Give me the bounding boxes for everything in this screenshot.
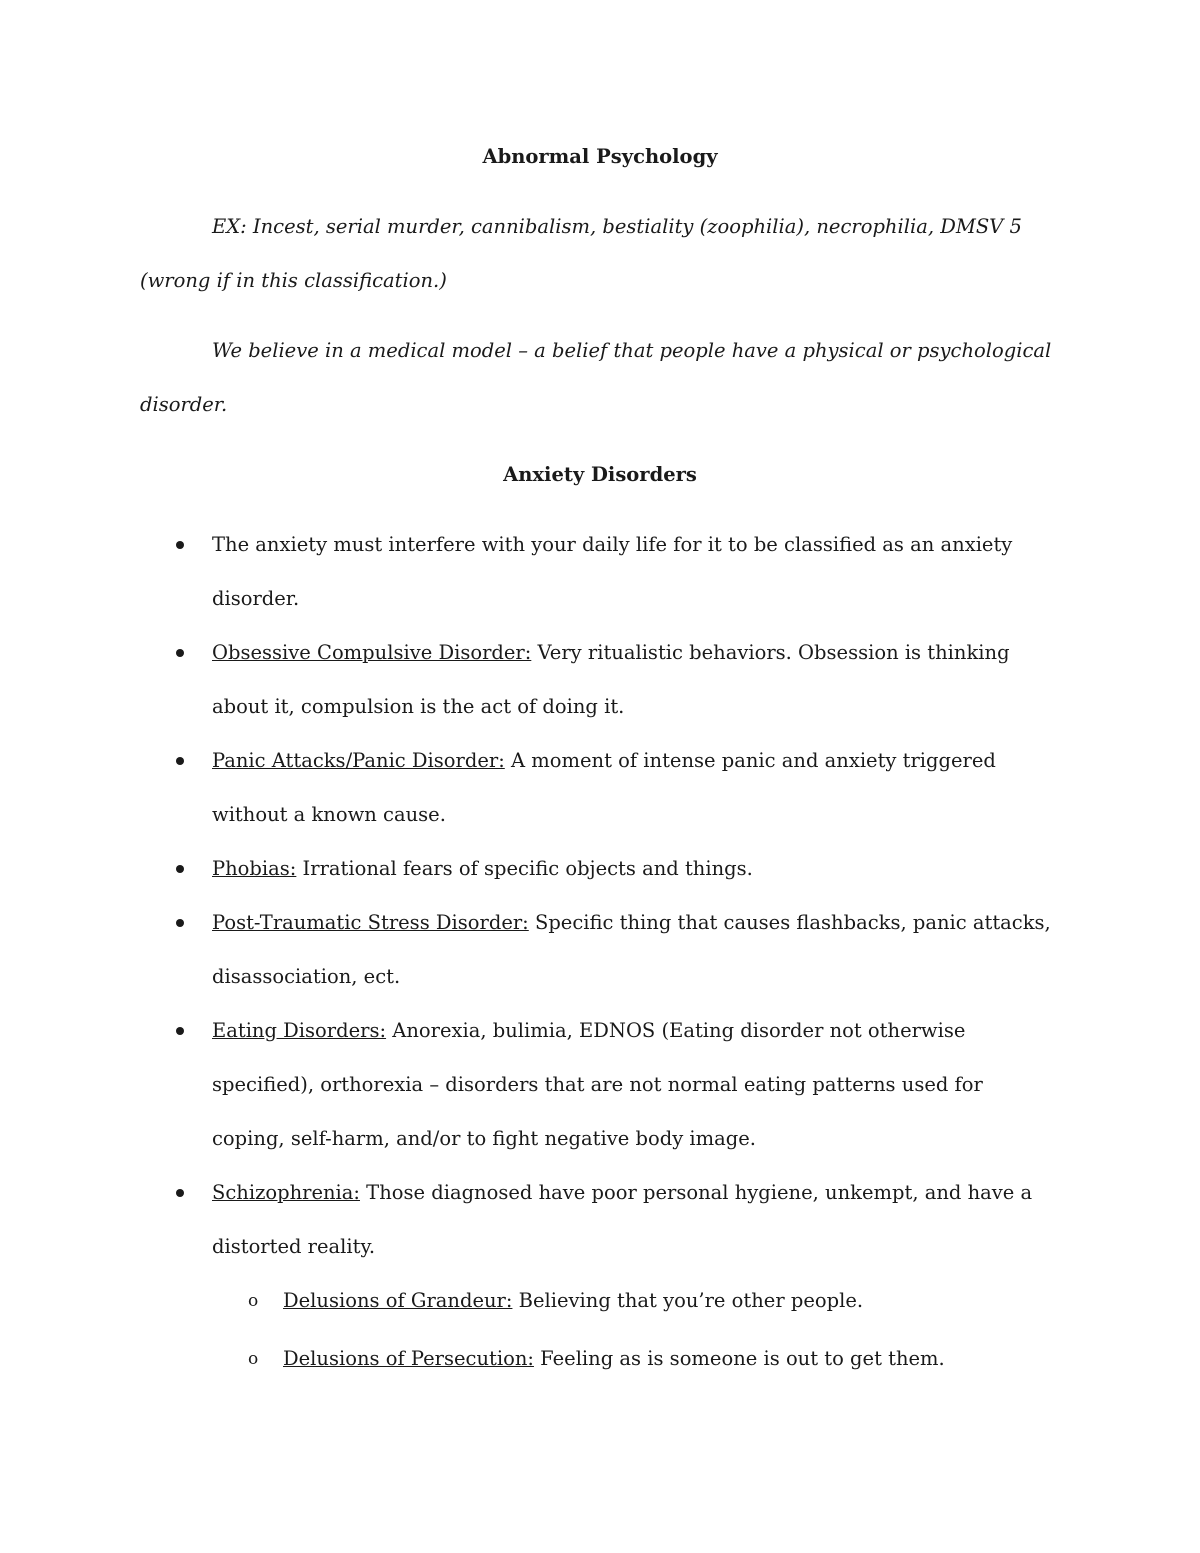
bullet-dot-icon bbox=[176, 757, 184, 765]
list-item bbox=[140, 896, 1060, 1004]
bullet-dot-icon bbox=[176, 541, 184, 549]
bullet-text: A moment of intense panic and anxiety triggered without a known cause. bbox=[212, 749, 996, 826]
list-item bbox=[140, 842, 1060, 896]
bullet-dot-icon bbox=[176, 1189, 184, 1197]
document-title: Abnormal Psychology bbox=[482, 145, 718, 168]
term-label: Post-Traumatic Stress Disorder: bbox=[212, 911, 529, 934]
hollow-bullet-icon: o bbox=[248, 1291, 259, 1311]
anxiety-disorders-list bbox=[140, 518, 1060, 1274]
bullet-text: Specific thing that causes flashbacks, panic attacks, disassociation, ect. bbox=[212, 911, 1051, 988]
bullet-text: Anorexia, bulimia, EDNOS (Eating disorder not otherwise specified), orthorexia – disorders that are not normal eating patterns used for coping, self-harm, and/or to fight negative body image. bbox=[212, 1019, 983, 1150]
bullet-dot-icon bbox=[176, 919, 184, 927]
schizophrenia-sub-list bbox=[140, 1274, 1060, 1386]
list-item bbox=[140, 1166, 1060, 1274]
list-item bbox=[140, 734, 1060, 842]
bullet-text: Very ritualistic behaviors. Obsession is thinking about it, compulsion is the act of doing it. bbox=[212, 641, 1010, 718]
list-item bbox=[140, 518, 1060, 626]
bullet-text: The anxiety must interfere with your daily life for it to be classified as an anxiety disorder. bbox=[212, 533, 1013, 610]
document-body bbox=[140, 130, 1060, 1390]
intro-paragraph-examples: EX: Incest, serial murder, cannibalism, bestiality (zoophilia), necrophilia, DMSV 5 (wrong if in this classification.) bbox=[140, 215, 1022, 292]
bullet-dot-icon bbox=[176, 649, 184, 657]
bullet-dot-icon bbox=[176, 1027, 184, 1035]
term-label: Phobias: bbox=[212, 857, 297, 880]
sub-list-item bbox=[140, 1332, 1060, 1386]
list-item bbox=[140, 626, 1060, 734]
term-label: Obsessive Compulsive Disorder: bbox=[212, 641, 532, 664]
list-item bbox=[140, 1004, 1060, 1166]
section-heading-anxiety-disorders: Anxiety Disorders bbox=[503, 463, 697, 486]
bullet-text: Believing that you’re other people. bbox=[512, 1289, 864, 1312]
hollow-bullet-icon: o bbox=[248, 1349, 259, 1369]
bullet-text: Irrational fears of specific objects and things. bbox=[296, 857, 753, 880]
bullet-text: Feeling as is someone is out to get them. bbox=[533, 1347, 945, 1370]
bullet-dot-icon bbox=[176, 865, 184, 873]
term-label: Panic Attacks/Panic Disorder: bbox=[212, 749, 505, 772]
sub-list-item bbox=[140, 1274, 1060, 1328]
term-label: Delusions of Persecution: bbox=[283, 1347, 534, 1370]
bullet-text: Those diagnosed have poor personal hygiene, unkempt, and have a distorted reality. bbox=[212, 1181, 1033, 1258]
term-label: Schizophrenia: bbox=[212, 1181, 360, 1204]
term-label: Eating Disorders: bbox=[212, 1019, 387, 1042]
term-label: Delusions of Grandeur: bbox=[283, 1289, 513, 1312]
intro-paragraph-medical-model: We believe in a medical model – a belief that people have a physical or psychological disorder. bbox=[140, 339, 1052, 416]
